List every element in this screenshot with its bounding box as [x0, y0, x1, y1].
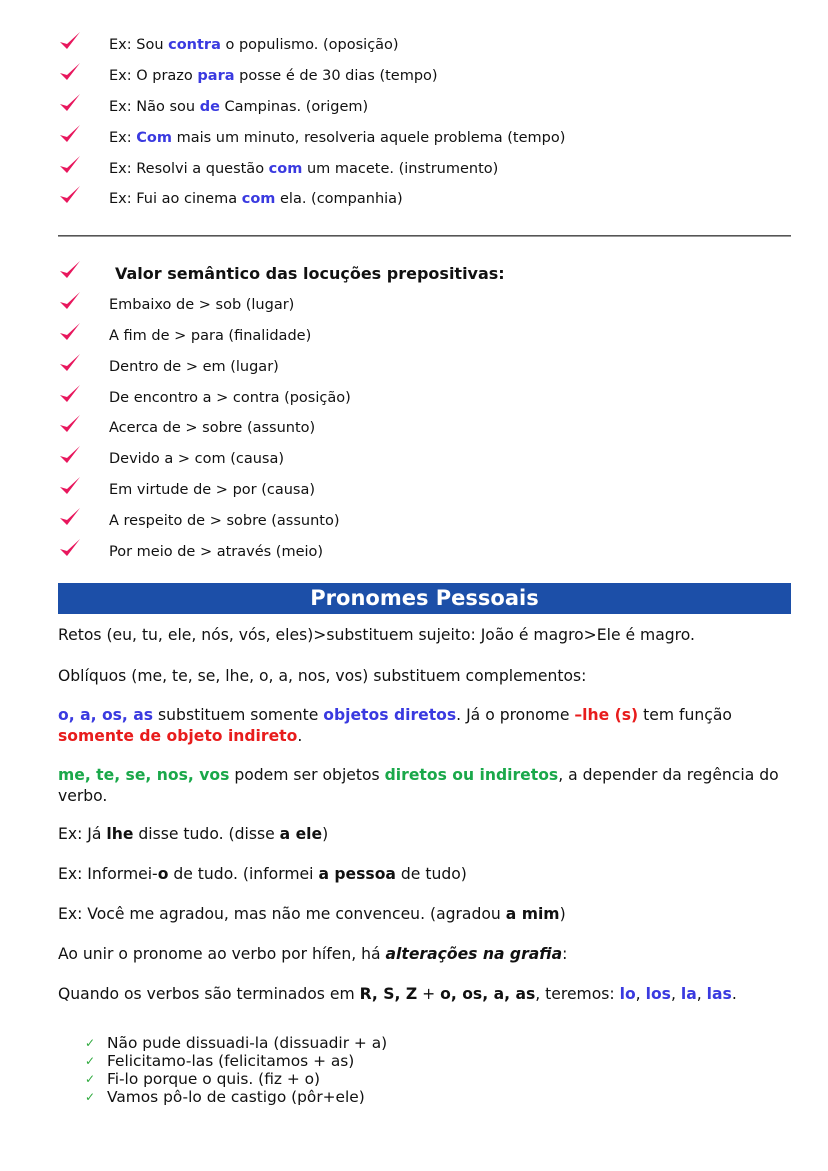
retos-paragraph: Retos (eu, tu, ele, nós, vós, eles)>substituem sujeito: João é magro>Ele é magro. — [58, 626, 695, 644]
checkmark-icon — [58, 383, 82, 405]
me-te-paragraph: me, te, se, nos, vos podem ser objetos diretos ou indiretos, a depender da regência do verbo. — [58, 766, 779, 805]
example-informei: Ex: Informei-o de tudo. (informei a pessoa de tudo) — [58, 865, 467, 883]
checkmark-icon — [58, 184, 82, 206]
obliquos-paragraph: Oblíquos (me, te, se, lhe, o, a, nos, vos) substituem complementos: — [58, 667, 587, 685]
checkmark-icon — [58, 61, 82, 83]
checkmark-icon — [58, 444, 82, 466]
document-page: Ex: Sou contra o populismo. (oposição) Ex: O prazo para posse é de 30 dias (tempo) Ex: Não sou de Campinas. (origem) Ex: Com mais um minuto, resolveria aquele problema (tempo) Ex: Resolvi a questão com um macete. (instrumento) Ex: Fui ao cinema com ela. (companhia) Valor semântico das locuções prepositivas: Embaixo de > sob (lugar) A fim de > para (finalidade) Dentro de > em (lugar) De encontro a > contra (posição) Acerca de > sobre (assunto) Devido a > com (causa) Em virtude de > por (causa) A respeito de > sobre (assunto) Por meio de > através (meio) Pronomes Pessoais Retos (eu, tu, ele, nós, vós, eles)>substituem sujeito: João é magro>Ele é magro. Oblíquos (me, te, se, lhe, o, a, nos, vos) substituem complementos: o, a, os, as substituem somente objetos diretos. Já o pronome –lhe (s) tem função somente de objeto indireto. me, te, se, nos, vos podem ser objetos diretos ou indiretos, a depender da regência do verbo. Ex: Já lhe disse tudo. (disse a ele) Ex: Informei-o de tudo. (informei a pessoa de tudo) Ex: Você me agradou, mas não me convenceu. (agradou a mim) Ao unir o pronome ao verbo por hífen, há alterações na grafia: Quando os verbos são terminados em R, S, Z + o, os, a, as, teremos: lo, los, la, las. ✓ Não pude dissuadi-la (dissuadir + a) ✓ Felicitamo-las (felicitamos + as) ✓ Fi-lo porque o quis. (fiz + o) ✓ Vamos pô-lo de castigo (pôr+ele) — [0, 0, 828, 1171]
list-item: ✓ Não pude dissuadi-la (dissuadir + a) — [85, 1034, 388, 1052]
hifen-examples-list — [85, 1034, 387, 1106]
checkmark-icon — [58, 506, 82, 528]
small-check-icon: ✓ — [85, 1036, 96, 1050]
small-check-icon: ✓ — [85, 1090, 96, 1104]
example-agradou: Ex: Você me agradou, mas não me convenceu. (agradou a mim) — [58, 905, 566, 923]
list-item: ✓ Felicitamo-las (felicitamos + as) — [85, 1052, 355, 1070]
list-item: ✓ Fi-lo porque o quis. (fiz + o) — [85, 1070, 321, 1088]
checkmark-icon — [58, 154, 82, 176]
small-check-icon: ✓ — [85, 1072, 96, 1086]
list-item: ✓ Vamos pô-lo de castigo (pôr+ele) — [85, 1088, 365, 1106]
section-banner: Pronomes Pessoais — [58, 583, 791, 614]
diretos-paragraph: o, a, os, as substituem somente objetos diretos. Já o pronome –lhe (s) tem função somente de objeto indireto. — [58, 706, 732, 745]
checkmark-icon — [58, 475, 82, 497]
checkmark-icon — [58, 321, 82, 343]
hifen-paragraph: Ao unir o pronome ao verbo por hífen, há alterações na grafia: — [58, 945, 568, 963]
checkmark-icon — [58, 259, 82, 281]
horizontal-divider — [58, 235, 791, 237]
small-check-icon: ✓ — [85, 1054, 96, 1068]
example-lhe: Ex: Já lhe disse tudo. (disse a ele) — [58, 825, 329, 843]
checkmark-icon — [58, 92, 82, 114]
checkmark-icon — [58, 537, 82, 559]
checkmark-icon — [58, 290, 82, 312]
checkmark-icon — [58, 413, 82, 435]
checkmark-icon — [58, 352, 82, 374]
quando-paragraph: Quando os verbos são terminados em R, S, Z + o, os, a, as, teremos: lo, los, la, las. — [58, 985, 737, 1003]
checkmark-icon — [58, 30, 82, 52]
checkmark-icon — [58, 123, 82, 145]
